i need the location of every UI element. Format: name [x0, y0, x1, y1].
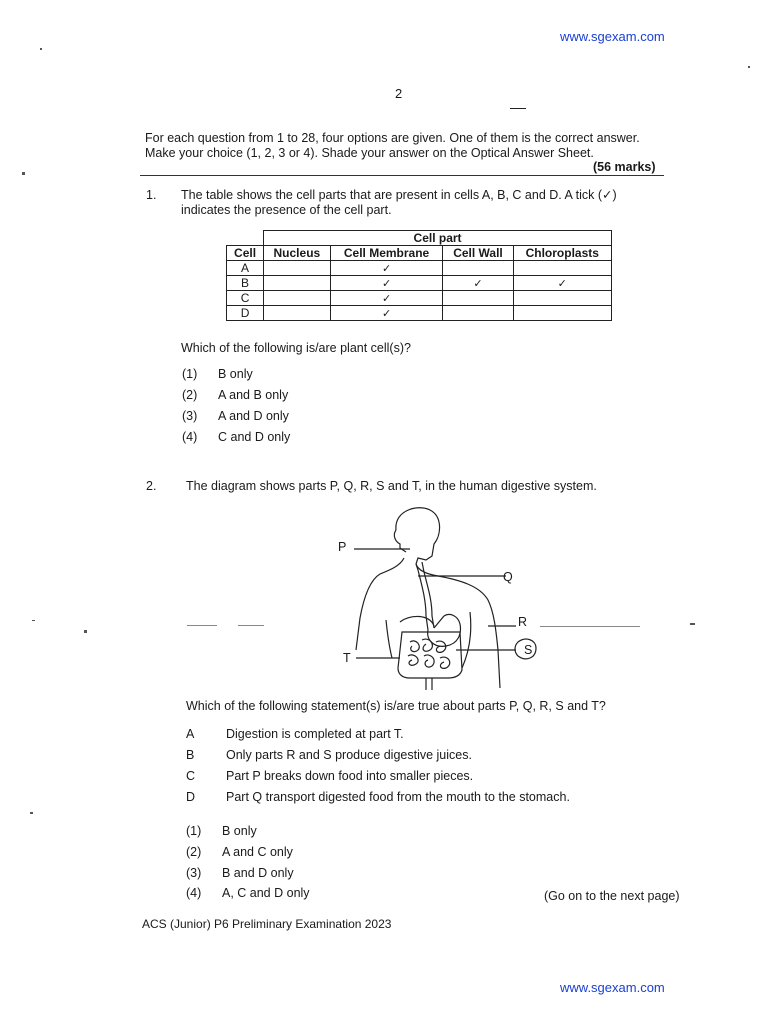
q2-question: Which of the following statement(s) is/are true about parts P, Q, R, S and T? [186, 699, 606, 713]
q2-option-4 [186, 886, 310, 901]
table-row [227, 291, 612, 306]
table-header-nucleus: Nucleus [264, 246, 331, 261]
label-p: P [338, 540, 347, 554]
table-cell [513, 306, 612, 321]
option-number: (4) [182, 430, 198, 444]
table-cell [264, 276, 331, 291]
option-text: B only [222, 824, 257, 838]
option-number: (2) [186, 845, 202, 859]
table-header-cell: Cell [227, 246, 264, 261]
option-text: A and C only [222, 845, 293, 859]
digestive-system-diagram [330, 500, 560, 700]
statement-text: Only parts R and S produce digestive juices. [226, 748, 472, 762]
table-row [227, 261, 612, 276]
exam-footer: ACS (Junior) P6 Preliminary Examination 2023 [142, 917, 392, 931]
q1-option-3 [182, 409, 289, 424]
instructions-line2: Make your choice (1, 2, 3 or 4). Shade your answer on the Optical Answer Sheet. [145, 146, 594, 160]
table-cell: ✓ [330, 291, 443, 306]
option-text: A, C and D only [222, 886, 310, 900]
statement-text: Part Q transport digested food from the mouth to the stomach. [226, 790, 570, 804]
go-on-notice: (Go on to the next page) [544, 889, 680, 903]
label-t: T [343, 651, 351, 665]
option-text: B only [218, 367, 253, 381]
q2-option-3 [186, 866, 294, 881]
statement-letter: C [186, 769, 196, 783]
q2-option-2 [186, 845, 293, 860]
table-row [227, 276, 612, 291]
option-text: A and B only [218, 388, 289, 402]
label-q: Q [503, 570, 513, 584]
table-cell: ✓ [330, 306, 443, 321]
table-corner [227, 231, 264, 246]
q2-statement-b [186, 748, 472, 763]
table-group-header: Cell part [264, 231, 612, 246]
option-number: (1) [186, 824, 202, 838]
q2-option-1 [186, 824, 257, 839]
table-cell [264, 261, 331, 276]
table-cell: ✓ [330, 276, 443, 291]
table-cell: ✓ [513, 276, 612, 291]
row-label: C [227, 291, 264, 306]
option-number: (3) [182, 409, 198, 423]
row-label: B [227, 276, 264, 291]
option-number: (3) [186, 866, 202, 880]
q1-option-2 [182, 388, 288, 403]
table-header-chloroplasts: Chloroplasts [513, 246, 612, 261]
q2-statement-d [186, 790, 570, 805]
table-cell [513, 261, 612, 276]
statement-letter: B [186, 748, 195, 762]
table-cell [264, 291, 331, 306]
site-url-top: www.sgexam.com [560, 29, 665, 44]
option-text: B and D only [222, 866, 294, 880]
statement-letter: A [186, 727, 195, 741]
table-cell [264, 306, 331, 321]
statement-letter: D [186, 790, 196, 804]
q1-number: 1. [146, 188, 157, 202]
option-text: C and D only [218, 430, 291, 444]
q1-option-4 [182, 430, 290, 445]
q2-stem: The diagram shows parts P, Q, R, S and T, in the human digestive system. [186, 479, 597, 493]
table-row [227, 306, 612, 321]
table-header-cell-membrane: Cell Membrane [330, 246, 443, 261]
table-cell [443, 261, 513, 276]
option-number: (1) [182, 367, 198, 381]
table-cell: ✓ [330, 261, 443, 276]
label-s: S [524, 643, 533, 657]
q2-number: 2. [146, 479, 157, 493]
q1-option-1 [182, 367, 253, 382]
table-cell: ✓ [443, 276, 513, 291]
instructions-line1: For each question from 1 to 28, four options are given. One of them is the correct answer. [145, 131, 640, 145]
statement-text: Part P breaks down food into smaller pieces. [226, 769, 474, 783]
q1-question: Which of the following is/are plant cell(s)? [181, 341, 411, 355]
option-number: (2) [182, 388, 198, 402]
statement-text: Digestion is completed at part T. [226, 727, 404, 741]
section-divider [140, 175, 664, 176]
q1-stem-line2: indicates the presence of the cell part. [181, 203, 392, 217]
option-number: (4) [186, 886, 202, 900]
page-number: 2 [395, 86, 403, 101]
table-cell [443, 306, 513, 321]
cell-parts-table [226, 230, 612, 321]
scan-mark [510, 108, 526, 109]
row-label: D [227, 306, 264, 321]
label-r: R [518, 615, 528, 629]
site-url-bottom: www.sgexam.com [560, 980, 665, 995]
q2-statement-c [186, 769, 473, 784]
table-cell [513, 291, 612, 306]
table-cell [443, 291, 513, 306]
row-label: A [227, 261, 264, 276]
table-header-cell-wall: Cell Wall [443, 246, 513, 261]
total-marks: (56 marks) [593, 160, 656, 174]
q1-stem-line1: The table shows the cell parts that are present in cells A, B, C and D. A tick (✓) [181, 188, 617, 202]
option-text: A and D only [218, 409, 289, 423]
q2-statement-a [186, 727, 404, 742]
